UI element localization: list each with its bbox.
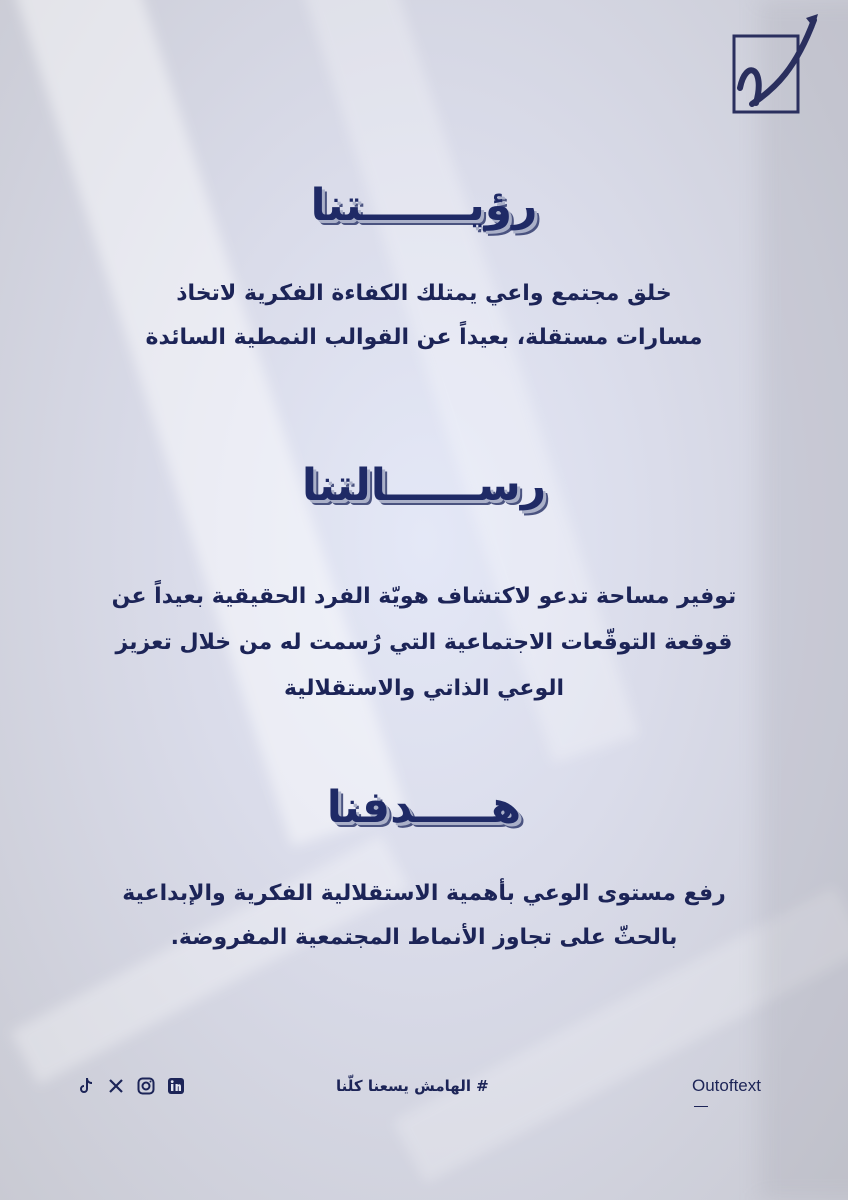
vision-text bbox=[40, 272, 808, 360]
mission-line: قوقعة التوقّعات الاجتماعية التي رُسمت له من خلال تعزيز bbox=[115, 630, 733, 655]
goal-heading: هـــــدفنا bbox=[326, 782, 522, 833]
mission-line: توفير مساحة تدعو لاكتشاف هويّة الفرد الحقيقية بعيداً عن bbox=[111, 584, 737, 609]
linkedin-icon[interactable] bbox=[166, 1076, 186, 1096]
x-icon[interactable] bbox=[106, 1076, 126, 1096]
goal-line: بالحثّ على تجاوز الأنماط المجتمعية المفروضة. bbox=[170, 925, 678, 950]
handle-underscore bbox=[694, 1106, 708, 1107]
vision-line: خلق مجتمع واعي يمتلك الكفاءة الفكرية لاتخاذ bbox=[176, 281, 672, 306]
mission-heading: رســــــالتنا bbox=[301, 460, 547, 511]
mission-text bbox=[40, 574, 808, 712]
social-links bbox=[76, 1076, 186, 1096]
instagram-icon[interactable] bbox=[136, 1076, 156, 1096]
goal-text bbox=[40, 872, 808, 960]
vision-heading: رؤيـــــــتنا bbox=[310, 180, 538, 231]
handle-text[interactable]: Outoftext bbox=[692, 1076, 761, 1095]
goal-line: رفع مستوى الوعي بأهمية الاستقلالية الفكرية والإبداعية bbox=[122, 881, 726, 906]
footer bbox=[0, 1070, 848, 1110]
vision-line: مسارات مستقلة، بعيداً عن القوالب النمطية السائدة bbox=[145, 325, 703, 350]
tiktok-icon[interactable] bbox=[76, 1076, 96, 1096]
brand-logo bbox=[726, 8, 822, 120]
mission-line: الوعي الذاتي والاستقلالية bbox=[283, 676, 565, 701]
hashtag-text: # الهامش يسعنا كلّنا bbox=[336, 1077, 489, 1095]
